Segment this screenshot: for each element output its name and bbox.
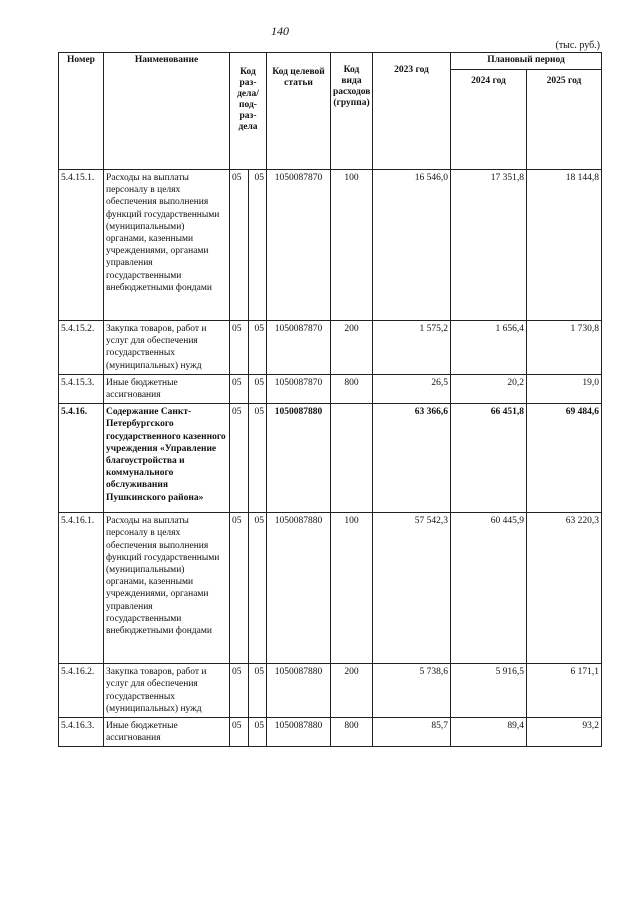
row-target-code: 1050087880 [267, 718, 331, 747]
row-subsection: 05 [249, 170, 267, 321]
header-year-2025: 2025 год [527, 70, 602, 170]
table-row [59, 718, 602, 747]
row-number: 5.4.15.2. [59, 321, 104, 375]
row-2025: 18 144,8 [527, 170, 602, 321]
header-name: Наименование [104, 53, 230, 170]
table-row [59, 513, 602, 664]
row-section: 05 [230, 321, 249, 375]
row-name: Расходы на выплаты персоналу в целях обеспечения выполнения функций государственными (муниципальными) органами, казенными учреждениями, органами управления государственными внебюджетными фондами [104, 170, 230, 321]
row-target-code: 1050087880 [267, 404, 331, 513]
row-2023: 16 546,0 [373, 170, 451, 321]
row-2024: 60 445,9 [451, 513, 527, 664]
row-number: 5.4.15.1. [59, 170, 104, 321]
row-section: 05 [230, 170, 249, 321]
row-section: 05 [230, 374, 249, 403]
header-year-2024: 2024 год [451, 70, 527, 170]
row-2023: 63 366,6 [373, 404, 451, 513]
row-subsection: 05 [249, 404, 267, 513]
row-2025: 63 220,3 [527, 513, 602, 664]
row-section: 05 [230, 513, 249, 664]
row-name: Содержание Санкт-Петербургского государственного казенного учреждения «Управление благоустройства и коммунального обслуживания Пушкинского района» [104, 404, 230, 513]
row-target-code: 1050087870 [267, 321, 331, 375]
row-2024: 17 351,8 [451, 170, 527, 321]
row-2023: 57 542,3 [373, 513, 451, 664]
row-2023: 1 575,2 [373, 321, 451, 375]
table-row [59, 170, 602, 321]
row-2023: 5 738,6 [373, 664, 451, 718]
row-subsection: 05 [249, 718, 267, 747]
row-2024: 5 916,5 [451, 664, 527, 718]
row-expense-type: 200 [331, 321, 373, 375]
row-2024: 20,2 [451, 374, 527, 403]
header-expense-type-code: Код вида расходов (группа) [331, 53, 373, 170]
header-row [59, 53, 602, 70]
row-2023: 26,5 [373, 374, 451, 403]
row-2025: 6 171,1 [527, 664, 602, 718]
row-expense-type: 800 [331, 718, 373, 747]
row-expense-type: 100 [331, 513, 373, 664]
row-number: 5.4.16. [59, 404, 104, 513]
header-planning-period: Плановый период [451, 53, 602, 70]
budget-table [58, 52, 602, 747]
row-2025: 1 730,8 [527, 321, 602, 375]
row-name: Закупка товаров, работ и услуг для обеспечения государственных (муниципальных) нужд [104, 664, 230, 718]
table-row [59, 404, 602, 513]
row-number: 5.4.16.3. [59, 718, 104, 747]
row-number: 5.4.16.2. [59, 664, 104, 718]
page-number: 140 [271, 24, 289, 38]
row-target-code: 1050087870 [267, 170, 331, 321]
row-expense-type: 800 [331, 374, 373, 403]
header-year-2023: 2023 год [373, 53, 451, 170]
row-2025: 69 484,6 [527, 404, 602, 513]
row-number: 5.4.15.3. [59, 374, 104, 403]
row-number: 5.4.16.1. [59, 513, 104, 664]
row-expense-type: 200 [331, 664, 373, 718]
row-section: 05 [230, 404, 249, 513]
header-section-code: Код раз-дела/ под-раз-дела [230, 53, 267, 170]
row-expense-type [331, 404, 373, 513]
row-2023: 85,7 [373, 718, 451, 747]
row-name: Закупка товаров, работ и услуг для обеспечения государственных (муниципальных) нужд [104, 321, 230, 375]
header-number: Номер [59, 53, 104, 170]
row-2025: 93,2 [527, 718, 602, 747]
row-subsection: 05 [249, 513, 267, 664]
row-2024: 89,4 [451, 718, 527, 747]
unit-note: (тыс. руб.) [555, 40, 600, 51]
row-name: Иные бюджетные ассигнования [104, 718, 230, 747]
row-target-code: 1050087880 [267, 513, 331, 664]
row-name: Иные бюджетные ассигнования [104, 374, 230, 403]
row-name: Расходы на выплаты персоналу в целях обеспечения выполнения функций государственными (муниципальными) органами, казенными учреждениями, органами управления государственными внебюджетными фондами [104, 513, 230, 664]
row-target-code: 1050087880 [267, 664, 331, 718]
row-2024: 66 451,8 [451, 404, 527, 513]
header-target-code: Код целевой статьи [267, 53, 331, 170]
table-row [59, 664, 602, 718]
row-expense-type: 100 [331, 170, 373, 321]
row-2025: 19,0 [527, 374, 602, 403]
row-subsection: 05 [249, 664, 267, 718]
row-subsection: 05 [249, 321, 267, 375]
row-subsection: 05 [249, 374, 267, 403]
row-section: 05 [230, 664, 249, 718]
table-row [59, 374, 602, 403]
row-2024: 1 656,4 [451, 321, 527, 375]
row-target-code: 1050087870 [267, 374, 331, 403]
row-section: 05 [230, 718, 249, 747]
table-row [59, 321, 602, 375]
